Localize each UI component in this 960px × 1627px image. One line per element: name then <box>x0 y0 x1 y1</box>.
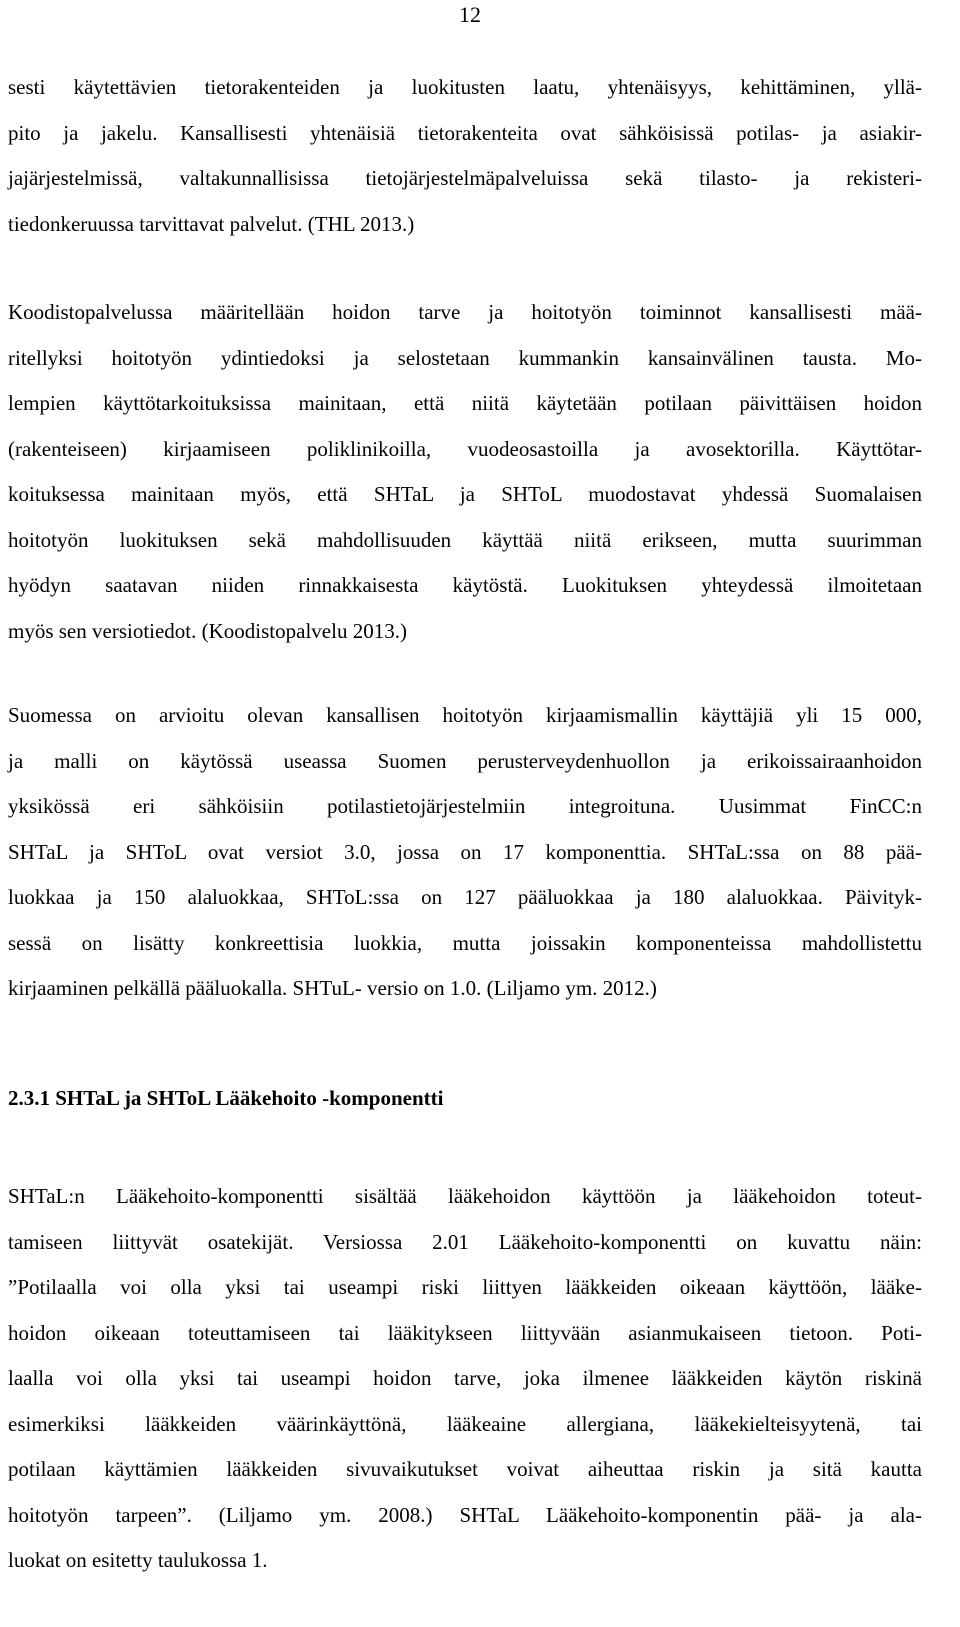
paragraph-line: sessä on lisätty konkreettisia luokkia, mutta joissakin komponenteissa mahdollistettu <box>8 930 922 955</box>
paragraph-line: kirjaaminen pelkällä pääluokalla. SHTuL- versio on 1.0. (Liljamo ym. 2012.) <box>8 976 657 1000</box>
paragraph-line: sesti käytettävien tietorakenteiden ja luokitusten laatu, yhtenäisyys, kehittäminen, yllä- <box>8 75 922 99</box>
paragraph-line: yksikössä eri sähköisiin potilastietojärjestelmiin integroituna. Uusimmat FinCC:n <box>8 794 922 818</box>
paragraph-line: tiedonkeruussa tarvittavat palvelut. (THL 2013.) <box>8 211 415 236</box>
paragraph-line: esimerkiksi lääkkeiden väärinkäyttönä, lääkeaine allergiana, lääkekielteisyytenä, tai <box>8 1411 922 1436</box>
section-heading: 2.3.1 SHTaL ja SHToL Lääkehoito -komponentti <box>8 1086 444 1110</box>
paragraph-line: hyödyn saatavan niiden rinnakkaisesta käytöstä. Luokituksen yhteydessä ilmoitetaan <box>8 573 922 597</box>
paragraph-line: laalla voi olla yksi tai useampi hoidon tarve, joka ilmenee lääkkeiden käytön riskinä <box>8 1366 922 1390</box>
paragraph-line: ”Potilaalla voi olla yksi tai useampi riski liittyen lääkkeiden oikeaan käyttöön, lääke- <box>8 1275 922 1299</box>
paragraph-line: potilaan käyttämien lääkkeiden sivuvaikutukset voivat aiheuttaa riskin ja sitä kautta <box>8 1457 922 1481</box>
paragraph-line: koituksessa mainitaan myös, että SHTaL ja SHToL muodostavat yhdessä Suomalaisen <box>8 482 922 506</box>
paragraph-line: Koodistopalvelussa määritellään hoidon tarve ja hoitotyön toiminnot kansallisesti mää- <box>8 300 922 324</box>
paragraph-line: myös sen versiotiedot. (Koodistopalvelu 2013.) <box>8 618 407 643</box>
paragraph-line: SHTaL:n Lääkehoito-komponentti sisältää lääkehoidon käyttöön ja lääkehoidon toteut- <box>8 1184 922 1208</box>
paragraph-line: jajärjestelmissä, valtakunnallisissa tietojärjestelmäpalveluissa sekä tilasto- ja rekisteri- <box>8 166 922 190</box>
paragraph-4 <box>8 1174 922 1584</box>
paragraph-line: hoidon oikeaan toteuttamiseen tai lääkitykseen liittyvään asianmukaiseen tietoon. Poti- <box>8 1320 922 1345</box>
paragraph-line: pito ja jakelu. Kansallisesti yhtenäisiä tietorakenteita ovat sähköisissä potilas- ja asiakir- <box>8 120 922 145</box>
paragraph-line: tamiseen liittyvät osatekijät. Versiossa 2.01 Lääkehoito-komponentti on kuvattu näin: <box>8 1229 922 1254</box>
paragraph-line: luokkaa ja 150 alaluokkaa, SHToL:ssa on 127 pääluokkaa ja 180 alaluokkaa. Päivityk- <box>8 885 922 909</box>
paragraph-line: SHTaL ja SHToL ovat versiot 3.0, jossa on 17 komponenttia. SHTaL:ssa on 88 pää- <box>8 839 922 864</box>
paragraph-line: (rakenteiseen) kirjaamiseen poliklinikoilla, vuodeosastoilla ja avosektorilla. Käyttötar- <box>8 436 922 461</box>
paragraph-line: hoitotyön tarpeen”. (Liljamo ym. 2008.) SHTaL Lääkehoito-komponentin pää- ja ala- <box>8 1502 922 1527</box>
paragraph-3 <box>8 693 922 1012</box>
paragraph-line: lempien käyttötarkoituksissa mainitaan, että niitä käytetään potilaan päivittäisen hoidon <box>8 391 922 415</box>
page-number: 12 <box>459 2 481 27</box>
paragraph-1 <box>8 65 922 247</box>
paragraph-2 <box>8 290 922 654</box>
paragraph-line: ja malli on käytössä useassa Suomen perusterveydenhuollon ja erikoissairaanhoidon <box>8 748 922 773</box>
paragraph-line: luokat on esitetty taulukossa 1. <box>8 1548 268 1572</box>
paragraph-line: Suomessa on arvioitu olevan kansallisen hoitotyön kirjaamismallin käyttäjiä yli 15 000, <box>8 703 922 727</box>
paragraph-line: hoitotyön luokituksen sekä mahdollisuuden käyttää niitä erikseen, mutta suurimman <box>8 527 922 552</box>
paragraph-line: ritellyksi hoitotyön ydintiedoksi ja selostetaan kummankin kansainvälinen tausta. Mo- <box>8 345 922 370</box>
